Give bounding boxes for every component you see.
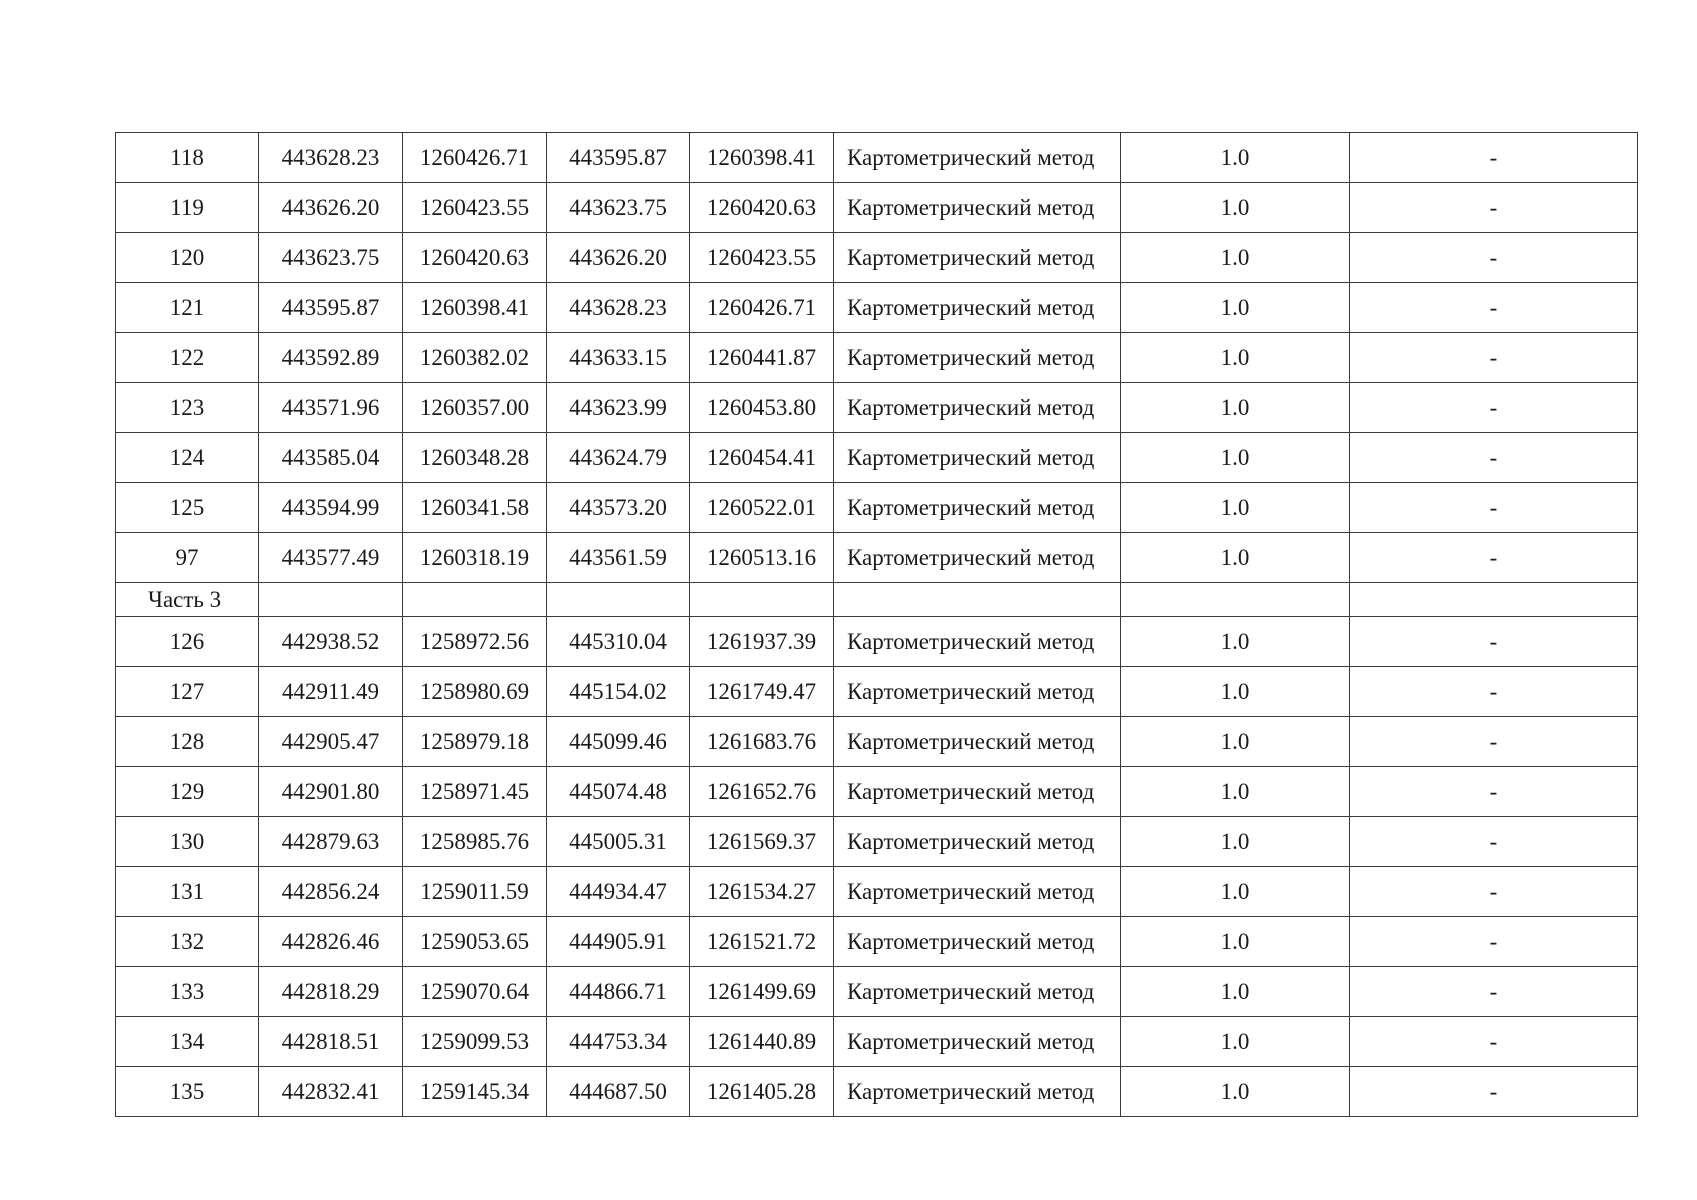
cell-accuracy: 1.0 [1121, 383, 1350, 433]
cell-x-new: 445310.04 [547, 617, 690, 667]
cell-x-new: 443561.59 [547, 533, 690, 583]
cell-point-number: 130 [116, 817, 259, 867]
cell-y-old: 1258980.69 [403, 667, 547, 717]
cell-point-number: 125 [116, 483, 259, 533]
cell-accuracy: 1.0 [1121, 1017, 1350, 1067]
cell-description [1350, 583, 1638, 617]
cell-accuracy: 1.0 [1121, 533, 1350, 583]
cell-accuracy: 1.0 [1121, 283, 1350, 333]
table-row [116, 667, 1638, 717]
cell-y-new: 1260398.41 [690, 133, 834, 183]
cell-method: Картометрический метод [834, 917, 1121, 967]
cell-x-old: 442818.51 [259, 1017, 403, 1067]
cell-description: - [1350, 767, 1638, 817]
cell-method: Картометрический метод [834, 717, 1121, 767]
cell-y-new [690, 583, 834, 617]
table-row [116, 183, 1638, 233]
cell-y-old: 1259011.59 [403, 867, 547, 917]
cell-y-old: 1260341.58 [403, 483, 547, 533]
cell-point-number: 133 [116, 967, 259, 1017]
cell-accuracy: 1.0 [1121, 767, 1350, 817]
cell-accuracy: 1.0 [1121, 967, 1350, 1017]
cell-point-number: 126 [116, 617, 259, 667]
cell-y-new: 1260441.87 [690, 333, 834, 383]
cell-y-old: 1258972.56 [403, 617, 547, 667]
cell-y-old: 1260426.71 [403, 133, 547, 183]
cell-x-old: 443626.20 [259, 183, 403, 233]
cell-y-old: 1258971.45 [403, 767, 547, 817]
cell-x-new: 445005.31 [547, 817, 690, 867]
cell-description: - [1350, 133, 1638, 183]
cell-x-old: 442879.63 [259, 817, 403, 867]
cell-y-old: 1260318.19 [403, 533, 547, 583]
cell-x-old: 442905.47 [259, 717, 403, 767]
section-label: Часть 3 [116, 583, 259, 617]
cell-point-number: 131 [116, 867, 259, 917]
cell-x-old: 442856.24 [259, 867, 403, 917]
table-row [116, 717, 1638, 767]
table-row [116, 867, 1638, 917]
cell-point-number: 122 [116, 333, 259, 383]
cell-y-old: 1260348.28 [403, 433, 547, 483]
cell-point-number: 132 [116, 917, 259, 967]
cell-x-old: 443571.96 [259, 383, 403, 433]
cell-method: Картометрический метод [834, 1067, 1121, 1117]
cell-y-new: 1260453.80 [690, 383, 834, 433]
cell-accuracy [1121, 583, 1350, 617]
cell-description: - [1350, 1067, 1638, 1117]
cell-x-new: 443623.99 [547, 383, 690, 433]
cell-point-number: 97 [116, 533, 259, 583]
table-row [116, 133, 1638, 183]
cell-y-new: 1260454.41 [690, 433, 834, 483]
cell-y-old: 1258979.18 [403, 717, 547, 767]
cell-y-new: 1260423.55 [690, 233, 834, 283]
cell-y-new: 1261652.76 [690, 767, 834, 817]
cell-x-new: 443623.75 [547, 183, 690, 233]
cell-description: - [1350, 333, 1638, 383]
cell-x-new: 443628.23 [547, 283, 690, 333]
cell-y-old [403, 583, 547, 617]
cell-x-old: 443628.23 [259, 133, 403, 183]
table-body [116, 133, 1638, 1117]
cell-description: - [1350, 717, 1638, 767]
cell-description: - [1350, 617, 1638, 667]
cell-accuracy: 1.0 [1121, 717, 1350, 767]
table-row [116, 1017, 1638, 1067]
cell-x-new: 444934.47 [547, 867, 690, 917]
cell-accuracy: 1.0 [1121, 133, 1350, 183]
cell-x-new: 443595.87 [547, 133, 690, 183]
cell-method: Картометрический метод [834, 133, 1121, 183]
cell-point-number: 135 [116, 1067, 259, 1117]
table-row [116, 483, 1638, 533]
cell-x-new: 445154.02 [547, 667, 690, 717]
table-row [116, 533, 1638, 583]
cell-x-new [547, 583, 690, 617]
cell-x-old [259, 583, 403, 617]
cell-description: - [1350, 1017, 1638, 1067]
cell-x-old: 442826.46 [259, 917, 403, 967]
cell-method: Картометрический метод [834, 333, 1121, 383]
cell-x-old: 442818.29 [259, 967, 403, 1017]
cell-accuracy: 1.0 [1121, 333, 1350, 383]
cell-method: Картометрический метод [834, 967, 1121, 1017]
cell-y-new: 1260426.71 [690, 283, 834, 333]
cell-x-new: 443626.20 [547, 233, 690, 283]
cell-x-old: 442938.52 [259, 617, 403, 667]
table-row [116, 817, 1638, 867]
cell-accuracy: 1.0 [1121, 433, 1350, 483]
cell-y-old: 1259053.65 [403, 917, 547, 967]
cell-y-new: 1261683.76 [690, 717, 834, 767]
cell-description: - [1350, 433, 1638, 483]
cell-description: - [1350, 233, 1638, 283]
cell-y-new: 1261440.89 [690, 1017, 834, 1067]
cell-description: - [1350, 867, 1638, 917]
cell-accuracy: 1.0 [1121, 483, 1350, 533]
section-row [116, 583, 1638, 617]
cell-y-new: 1260522.01 [690, 483, 834, 533]
coordinates-table [115, 132, 1638, 1117]
cell-accuracy: 1.0 [1121, 617, 1350, 667]
cell-y-old: 1260423.55 [403, 183, 547, 233]
cell-description: - [1350, 967, 1638, 1017]
cell-x-old: 443594.99 [259, 483, 403, 533]
cell-method: Картометрический метод [834, 383, 1121, 433]
cell-y-new: 1261569.37 [690, 817, 834, 867]
cell-x-old: 443595.87 [259, 283, 403, 333]
cell-description: - [1350, 383, 1638, 433]
cell-y-old: 1260357.00 [403, 383, 547, 433]
cell-point-number: 120 [116, 233, 259, 283]
cell-accuracy: 1.0 [1121, 1067, 1350, 1117]
cell-method: Картометрический метод [834, 233, 1121, 283]
cell-method: Картометрический метод [834, 283, 1121, 333]
cell-method: Картометрический метод [834, 767, 1121, 817]
cell-y-old: 1259099.53 [403, 1017, 547, 1067]
cell-y-old: 1259070.64 [403, 967, 547, 1017]
cell-method: Картометрический метод [834, 533, 1121, 583]
cell-method: Картометрический метод [834, 1017, 1121, 1067]
cell-x-old: 442911.49 [259, 667, 403, 717]
cell-y-old: 1260398.41 [403, 283, 547, 333]
cell-y-new: 1261521.72 [690, 917, 834, 967]
cell-y-new: 1261534.27 [690, 867, 834, 917]
cell-x-old: 442832.41 [259, 1067, 403, 1117]
cell-description: - [1350, 533, 1638, 583]
cell-x-new: 444753.34 [547, 1017, 690, 1067]
table-row [116, 917, 1638, 967]
cell-point-number: 134 [116, 1017, 259, 1067]
cell-x-new: 443633.15 [547, 333, 690, 383]
table-row [116, 617, 1638, 667]
cell-point-number: 127 [116, 667, 259, 717]
cell-method: Картометрический метод [834, 433, 1121, 483]
table-row [116, 283, 1638, 333]
cell-y-new: 1261499.69 [690, 967, 834, 1017]
cell-accuracy: 1.0 [1121, 817, 1350, 867]
cell-x-old: 443585.04 [259, 433, 403, 483]
cell-x-old: 443577.49 [259, 533, 403, 583]
cell-x-new: 444687.50 [547, 1067, 690, 1117]
cell-method [834, 583, 1121, 617]
cell-y-old: 1258985.76 [403, 817, 547, 867]
cell-description: - [1350, 483, 1638, 533]
cell-x-old: 443592.89 [259, 333, 403, 383]
cell-method: Картометрический метод [834, 867, 1121, 917]
cell-method: Картометрический метод [834, 483, 1121, 533]
cell-method: Картометрический метод [834, 183, 1121, 233]
cell-y-new: 1260513.16 [690, 533, 834, 583]
cell-method: Картометрический метод [834, 817, 1121, 867]
cell-y-old: 1259145.34 [403, 1067, 547, 1117]
cell-point-number: 128 [116, 717, 259, 767]
cell-point-number: 129 [116, 767, 259, 817]
table-row [116, 333, 1638, 383]
cell-description: - [1350, 283, 1638, 333]
cell-x-new: 443624.79 [547, 433, 690, 483]
cell-x-new: 444905.91 [547, 917, 690, 967]
cell-point-number: 118 [116, 133, 259, 183]
cell-y-new: 1260420.63 [690, 183, 834, 233]
cell-method: Картометрический метод [834, 617, 1121, 667]
table-row [116, 233, 1638, 283]
cell-point-number: 121 [116, 283, 259, 333]
cell-accuracy: 1.0 [1121, 917, 1350, 967]
cell-y-new: 1261937.39 [690, 617, 834, 667]
cell-description: - [1350, 667, 1638, 717]
cell-x-new: 444866.71 [547, 967, 690, 1017]
cell-y-new: 1261405.28 [690, 1067, 834, 1117]
cell-description: - [1350, 917, 1638, 967]
cell-accuracy: 1.0 [1121, 233, 1350, 283]
cell-accuracy: 1.0 [1121, 667, 1350, 717]
cell-point-number: 124 [116, 433, 259, 483]
cell-method: Картометрический метод [834, 667, 1121, 717]
cell-y-old: 1260382.02 [403, 333, 547, 383]
cell-description: - [1350, 817, 1638, 867]
cell-accuracy: 1.0 [1121, 867, 1350, 917]
cell-y-old: 1260420.63 [403, 233, 547, 283]
cell-point-number: 123 [116, 383, 259, 433]
cell-y-new: 1261749.47 [690, 667, 834, 717]
cell-x-old: 443623.75 [259, 233, 403, 283]
table-row [116, 433, 1638, 483]
cell-accuracy: 1.0 [1121, 183, 1350, 233]
table-row [116, 767, 1638, 817]
cell-x-new: 445074.48 [547, 767, 690, 817]
cell-x-new: 443573.20 [547, 483, 690, 533]
cell-point-number: 119 [116, 183, 259, 233]
table-row [116, 967, 1638, 1017]
cell-x-old: 442901.80 [259, 767, 403, 817]
table-row [116, 1067, 1638, 1117]
cell-description: - [1350, 183, 1638, 233]
table-row [116, 383, 1638, 433]
cell-x-new: 445099.46 [547, 717, 690, 767]
